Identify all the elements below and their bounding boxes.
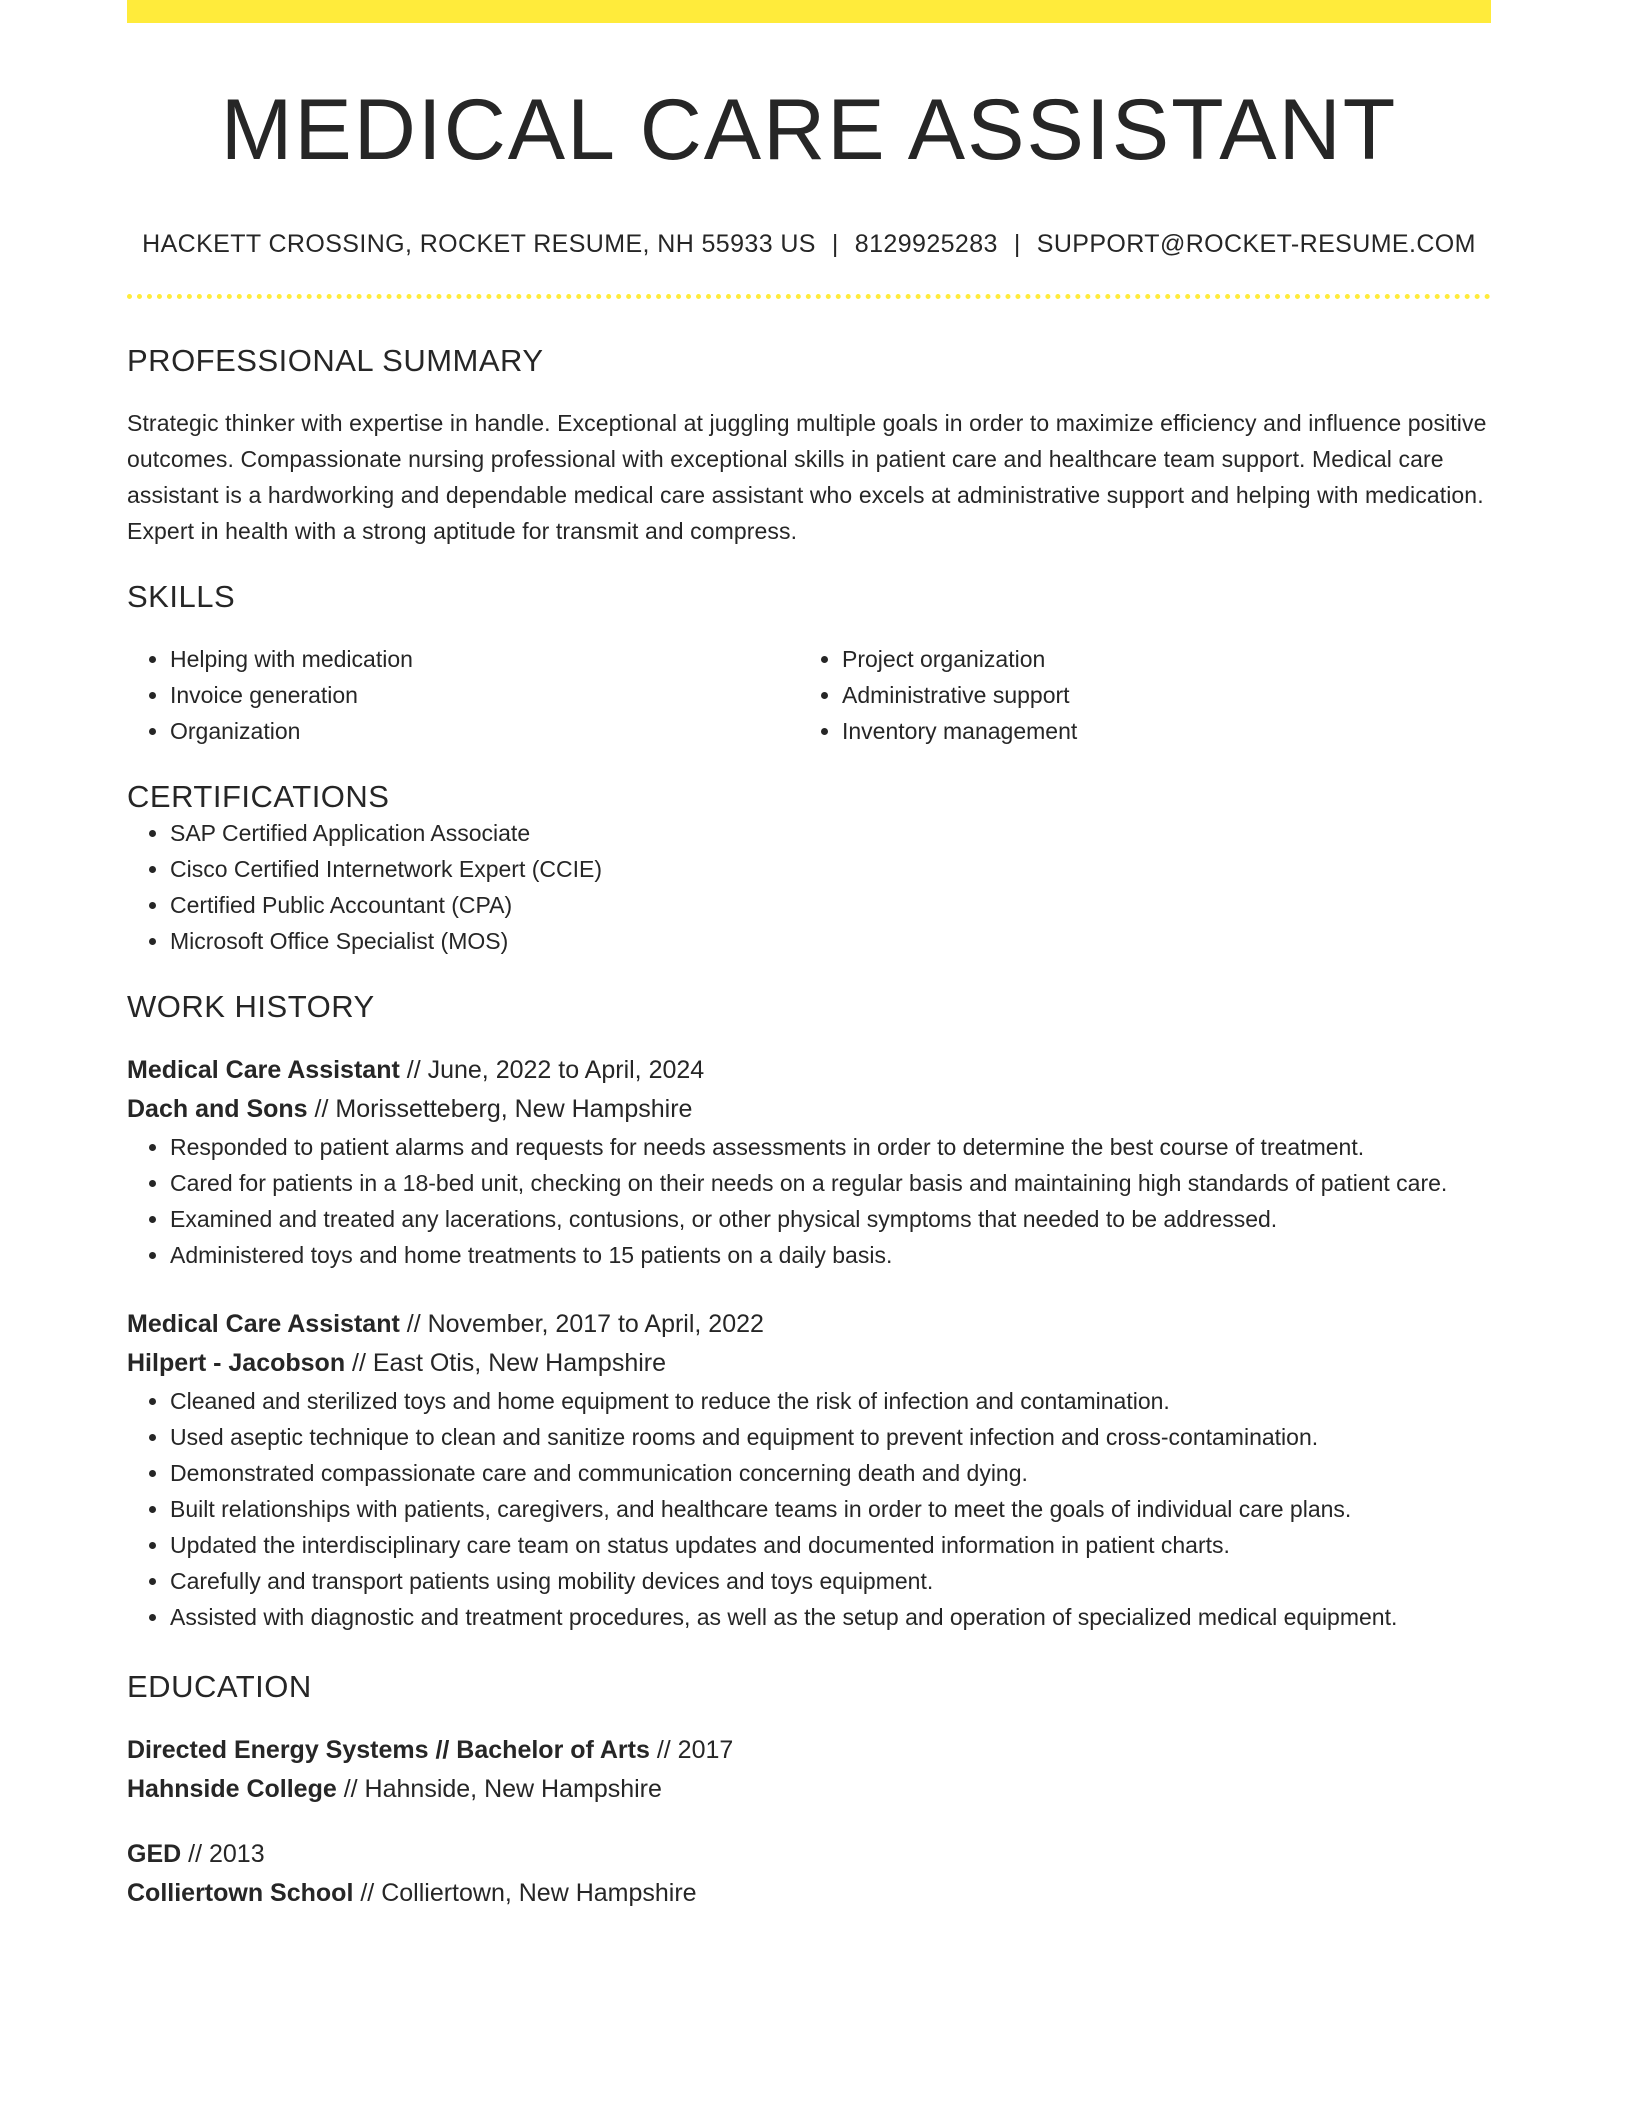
education-location: // Hahnside, New Hampshire (343, 1774, 662, 1803)
section-title-work-history: WORK HISTORY (127, 988, 375, 1024)
skills-column-left (127, 641, 799, 749)
job-role-line (127, 1305, 1491, 1344)
job-entry (127, 1051, 1491, 1273)
education-degree-line (127, 1731, 1491, 1770)
job-company: Hilpert - Jacobson (127, 1348, 346, 1377)
job-duty: • Demonstrated compassionate care and communication concerning death and dying. (170, 1455, 1491, 1491)
skill-item: • Invoice generation (170, 677, 799, 713)
education-school: Hahnside College (127, 1774, 337, 1803)
contact-address: HACKETT CROSSING, ROCKET RESUME, NH 55933 US (142, 229, 816, 258)
skills-grid (127, 641, 1491, 749)
job-duty: • Cared for patients in a 18-bed unit, checking on their needs on a regular basis and maintaining high standards of patient care. (170, 1165, 1491, 1201)
section-title-education: EDUCATION (127, 1668, 312, 1704)
job-location: // East Otis, New Hampshire (352, 1348, 667, 1377)
job-duty: • Updated the interdisciplinary care team on status updates and documented information in patient charts. (170, 1527, 1491, 1563)
education-degree: GED (127, 1839, 182, 1868)
skill-item: • Project organization (842, 641, 1471, 677)
certification-item: • SAP Certified Application Associate (170, 815, 1491, 851)
skill-item: • Organization (170, 713, 799, 749)
education-entry (127, 1835, 1491, 1913)
job-duty: • Cleaned and sterilized toys and home equipment to reduce the risk of infection and contamination. (170, 1383, 1491, 1419)
section-title-summary: PROFESSIONAL SUMMARY (127, 342, 544, 378)
job-duty: • Used aseptic technique to clean and sanitize rooms and equipment to prevent infection and cross-contamination. (170, 1419, 1491, 1455)
contact-separator: | (1013, 229, 1021, 258)
section-title-skills: SKILLS (127, 578, 236, 614)
education-entry (127, 1731, 1491, 1809)
job-duties-list (127, 1129, 1491, 1273)
job-location: // Morissetteberg, New Hampshire (314, 1094, 693, 1123)
job-company-line (127, 1090, 1491, 1129)
education-degree-line (127, 1835, 1491, 1874)
education-year: // 2017 (656, 1735, 734, 1764)
skill-item: • Inventory management (842, 713, 1471, 749)
job-duty: • Carefully and transport patients using mobility devices and toys equipment. (170, 1563, 1491, 1599)
job-role: Medical Care Assistant (127, 1309, 400, 1338)
skill-item: • Administrative support (842, 677, 1471, 713)
skill-item: • Helping with medication (170, 641, 799, 677)
job-duty: • Administered toys and home treatments to 15 patients on a daily basis. (170, 1237, 1491, 1273)
education-school-line (127, 1770, 1491, 1809)
certification-item: • Microsoft Office Specialist (MOS) (170, 923, 1491, 959)
education-school: Colliertown School (127, 1878, 354, 1907)
accent-top-bar (127, 0, 1491, 23)
education-year: // 2013 (188, 1839, 265, 1868)
job-duty: • Built relationships with patients, caregivers, and healthcare teams in order to meet the goals of individual care plans. (170, 1491, 1491, 1527)
job-dates: // June, 2022 to April, 2024 (406, 1055, 705, 1084)
dotted-divider (127, 294, 1491, 299)
job-duty: • Assisted with diagnostic and treatment procedures, as well as the setup and operation of specialized medical equipment. (170, 1599, 1491, 1635)
education-degree: Directed Energy Systems // Bachelor of Arts (127, 1735, 650, 1764)
resume-title: MEDICAL CARE ASSISTANT (220, 82, 1398, 178)
job-role-line (127, 1051, 1491, 1090)
certification-item: • Certified Public Accountant (CPA) (170, 887, 1491, 923)
skills-column-right (799, 641, 1471, 749)
contact-phone: 8129925283 (854, 229, 998, 258)
job-dates: // November, 2017 to April, 2022 (406, 1309, 764, 1338)
job-role: Medical Care Assistant (127, 1055, 400, 1084)
contact-separator: | (831, 229, 839, 258)
contact-email: SUPPORT@ROCKET-RESUME.COM (1036, 229, 1476, 258)
job-company-line (127, 1344, 1491, 1383)
job-duty: • Responded to patient alarms and requests for needs assessments in order to determine the best course of treatment. (170, 1129, 1491, 1165)
certification-item: • Cisco Certified Internetwork Expert (CCIE) (170, 851, 1491, 887)
certifications-list (127, 815, 1491, 959)
section-title-certifications: CERTIFICATIONS (127, 778, 390, 814)
job-company: Dach and Sons (127, 1094, 308, 1123)
resume-page (127, 0, 1491, 1913)
summary-paragraph: Strategic thinker with expertise in handle. Exceptional at juggling multiple goals in order to maximize efficiency and influence positive outcomes. Compassionate nursing professional with exceptional skills in patient care and healthcare team support. Medical care assistant is a hardworking and dependable medical care assistant who excels at administrative support and helping with medication. Expert in health with a strong aptitude for transmit and compress. (127, 409, 1487, 544)
contact-line (127, 230, 1491, 259)
job-entry (127, 1305, 1491, 1635)
education-location: // Colliertown, New Hampshire (360, 1878, 697, 1907)
job-duty: • Examined and treated any lacerations, contusions, or other physical symptoms that needed to be addressed. (170, 1201, 1491, 1237)
job-duties-list (127, 1383, 1491, 1635)
education-school-line (127, 1874, 1491, 1913)
